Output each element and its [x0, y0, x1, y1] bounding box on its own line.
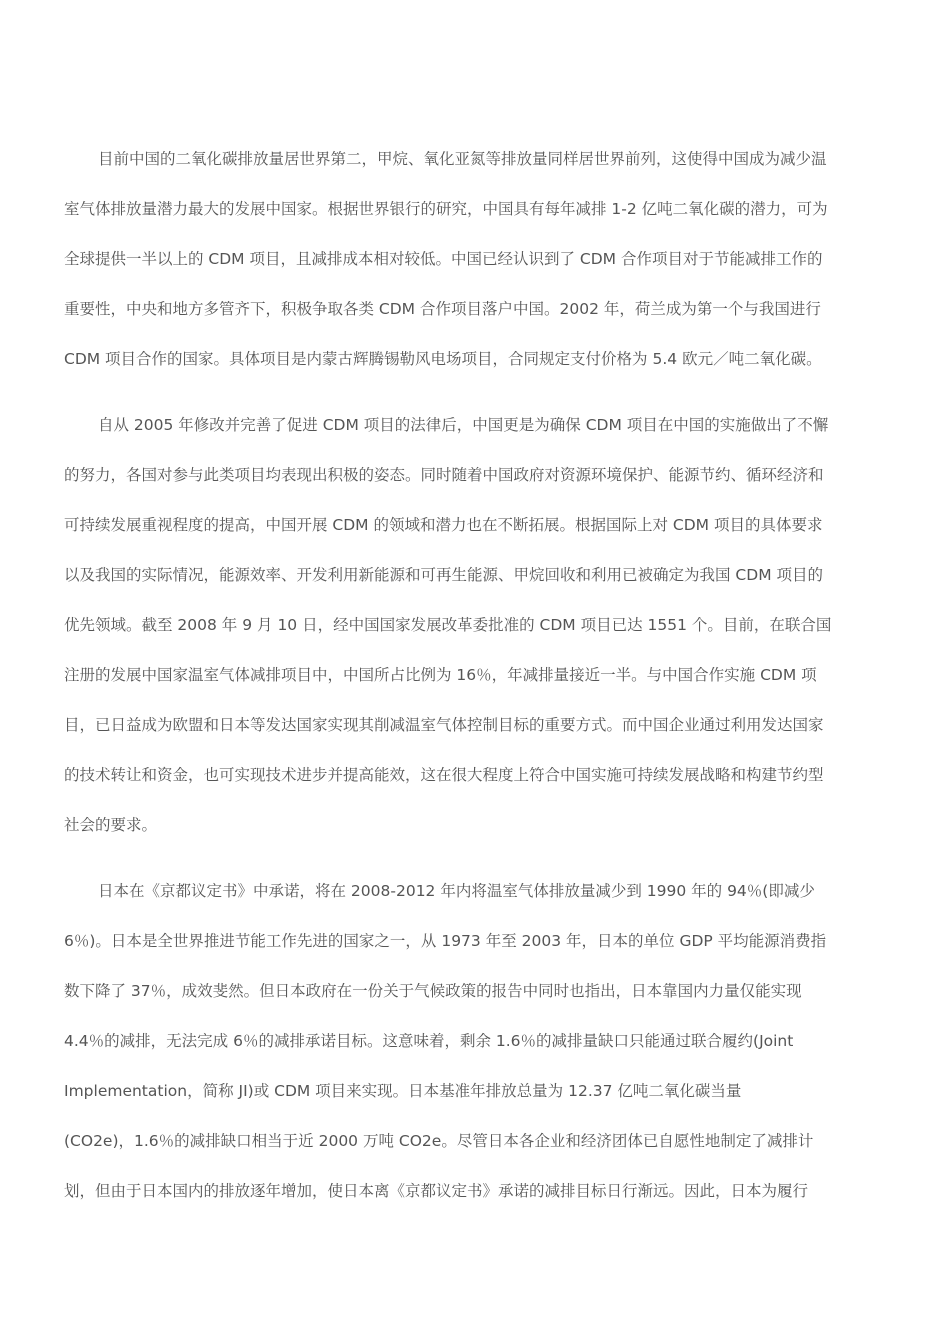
text-line: 社会的要求。	[64, 816, 158, 834]
text-line: 全球提供一半以上的 CDM 项目，且减排成本相对较低。中国已经认识到了 CDM 合作项目对于节能减排工作的	[64, 250, 823, 268]
paragraph-china-emissions	[64, 134, 886, 384]
text-line: 优先领域。截至 2008 年 9 月 10 日，经中国国家发展改革委批准的 CDM 项目已达 1551 个。目前，在联合国	[64, 616, 832, 634]
text-line: Implementation，简称 JI)或 CDM 项目来实现。日本基准年排放总量为 12.37 亿吨二氧化碳当量	[64, 1082, 742, 1100]
text-line: 以及我国的实际情况，能源效率、开发利用新能源和可再生能源、甲烷回收和利用已被确定为我国 CDM 项目的	[64, 566, 823, 584]
text-line: 目前中国的二氧化碳排放量居世界第二，甲烷、氧化亚氮等排放量同样居世界前列，这使得中国成为减少温	[98, 150, 827, 168]
text-line: 的技术转让和资金，也可实现技术进步并提高能效，这在很大程度上符合中国实施可持续发展战略和构建节约型	[64, 766, 824, 784]
text-line: 重要性，中央和地方多管齐下，积极争取各类 CDM 合作项目落户中国。2002 年，荷兰成为第一个与我国进行	[64, 300, 821, 318]
text-line: 目，已日益成为欧盟和日本等发达国家实现其削减温室气体控制目标的重要方式。而中国企业通过利用发达国家	[64, 716, 824, 734]
text-line: CDM 项目合作的国家。具体项目是内蒙古辉腾锡勒风电场项目，合同规定支付价格为 5.4 欧元／吨二氧化碳。	[64, 350, 822, 368]
text-line: (CO2e)，1.6％的减排缺口相当于近 2000 万吨 CO2e。尽管日本各企业和经济团体已自愿性地制定了减排计	[64, 1132, 814, 1150]
text-line: 4.4％的减排，无法完成 6％的减排承诺目标。这意味着，剩余 1.6％的减排量缺口只能通过联合履约(Joint	[64, 1032, 794, 1050]
text-line: 自从 2005 年修改并完善了促进 CDM 项目的法律后，中国更是为确保 CDM 项目在中国的实施做出了不懈	[98, 416, 829, 434]
text-line: 6％)。日本是全世界推进节能工作先进的国家之一，从 1973 年至 2003 年，日本的单位 GDP 平均能源消费指	[64, 932, 827, 950]
text-line: 划，但由于日本国内的排放逐年增加，使日本离《京都议定书》承诺的减排目标日行渐远。因此，日本为履行	[64, 1182, 809, 1200]
document-page	[64, 134, 886, 1216]
text-line: 可持续发展重视程度的提高，中国开展 CDM 的领域和潜力也在不断拓展。根据国际上对 CDM 项目的具体要求	[64, 516, 823, 534]
text-line: 注册的发展中国家温室气体减排项目中，中国所占比例为 16％，年减排量接近一半。与中国合作实施 CDM 项	[64, 666, 817, 684]
text-line: 数下降了 37％，成效斐然。但日本政府在一份关于气候政策的报告中同时也指出，日本靠国内力量仅能实现	[64, 982, 802, 1000]
text-line: 室气体排放量潜力最大的发展中国家。根据世界银行的研究，中国具有每年减排 1-2 亿吨二氧化碳的潜力，可为	[64, 200, 828, 218]
text-line: 日本在《京都议定书》中承诺，将在 2008-2012 年内将温室气体排放量减少到 1990 年的 94％(即减少	[98, 882, 815, 900]
paragraph-cdm-development	[64, 400, 886, 850]
paragraph-japan-kyoto	[64, 866, 886, 1216]
text-line: 的努力，各国对参与此类项目均表现出积极的姿态。同时随着中国政府对资源环境保护、能源节约、循环经济和	[64, 466, 824, 484]
